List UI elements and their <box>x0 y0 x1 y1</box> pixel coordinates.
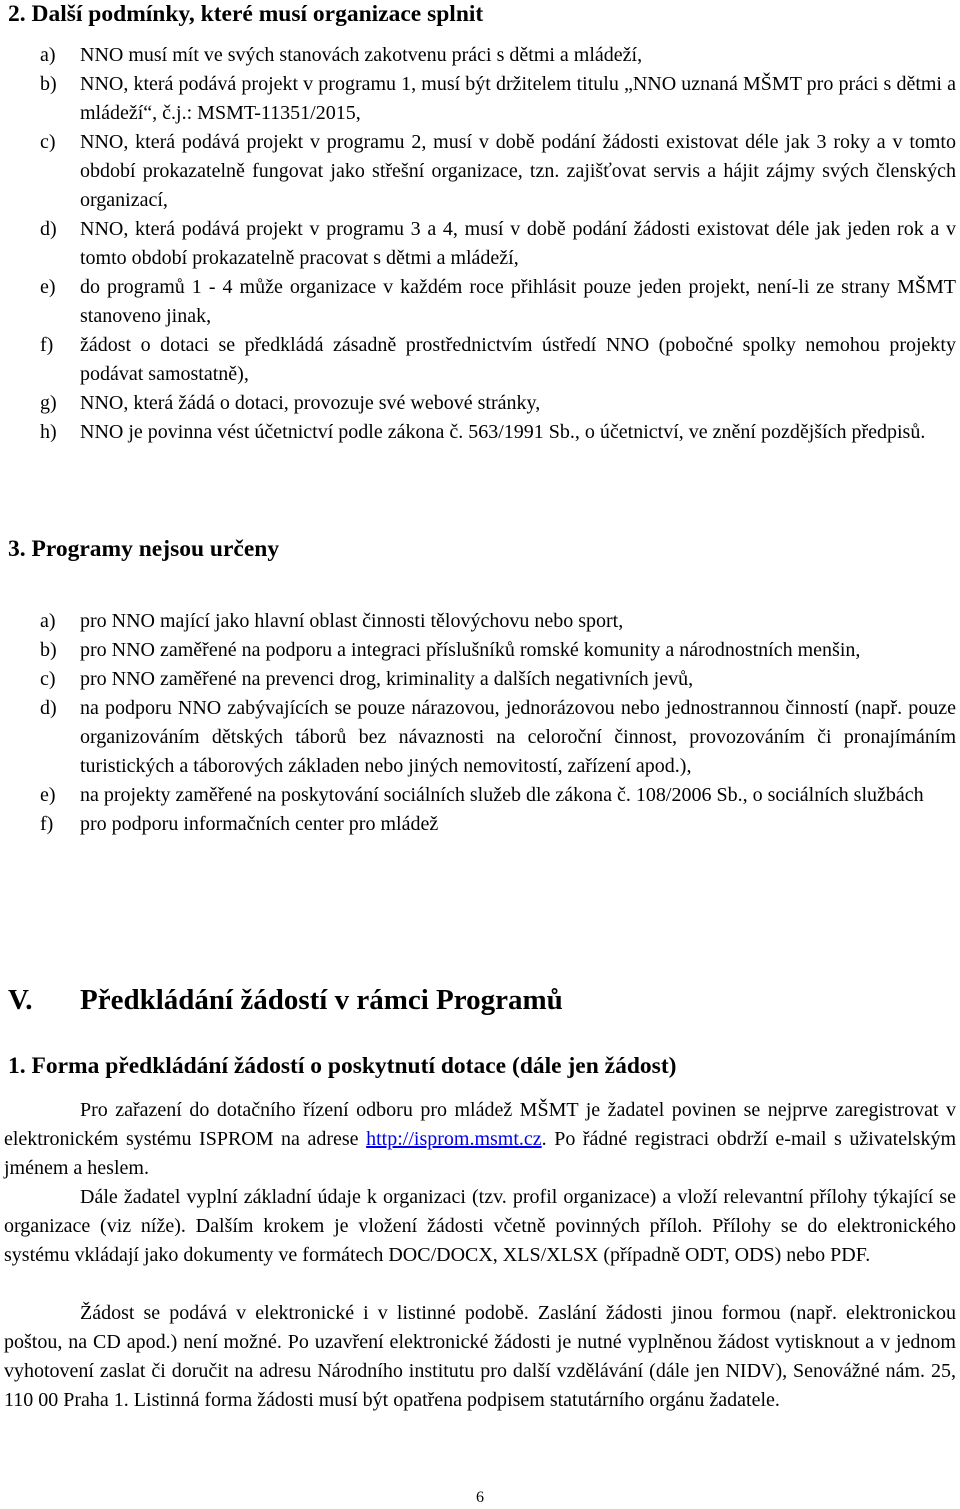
list-item <box>0 128 960 215</box>
list-item-text: NNO je povinna vést účetnictví podle zákona č. 563/1991 Sb., o účetnictví, ve znění pozdějších předpisů. <box>80 421 926 443</box>
paragraph-registration <box>4 1096 956 1183</box>
list-item <box>0 665 960 694</box>
section-1-heading: 1. Forma předkládání žádostí o poskytnutí dotace (dále jen žádost) <box>8 1053 677 1079</box>
section-3-heading: 3. Programy nejsou určeny <box>8 536 280 562</box>
list-item <box>0 781 960 810</box>
section-2-heading: 2. Další podmínky, které musí organizace splnit <box>8 1 484 27</box>
list-item-text: do programů 1 - 4 může organizace v každém roce přihlásit pouze jeden projekt, není-li ze strany MŠMT stanoveno jinak, <box>80 276 956 327</box>
list-marker: a) <box>40 610 56 632</box>
list-marker: h) <box>40 421 57 443</box>
chapter-number: V. <box>8 984 33 1016</box>
list-item-text: žádost o dotaci se předkládá zásadně prostřednictvím ústředí NNO (pobočné spolky nemohou projekty podávat samostatně), <box>80 334 956 385</box>
list-marker: a) <box>40 44 56 66</box>
list-item <box>0 810 960 839</box>
list-item-text: NNO musí mít ve svých stanovách zakotvenu práci s dětmi a mládeží, <box>80 44 643 66</box>
list-item-text: pro NNO zaměřené na prevenci drog, kriminality a dalších negativních jevů, <box>80 668 694 690</box>
chapter-5-heading <box>8 983 563 1018</box>
list-marker: e) <box>40 784 56 806</box>
section-3-exclusions-list <box>0 607 960 839</box>
list-item <box>0 70 960 128</box>
list-item <box>0 418 960 447</box>
list-item-text: na projekty zaměřené na poskytování sociálních služeb dle zákona č. 108/2006 Sb., o sociálních službách <box>80 784 924 806</box>
list-item <box>0 694 960 781</box>
list-item-text: pro podporu informačních center pro mládež <box>80 813 439 835</box>
list-item <box>0 389 960 418</box>
section-2-conditions-list <box>0 41 960 447</box>
list-item <box>0 331 960 389</box>
list-item-text: NNO, která podává projekt v programu 2, musí v době podání žádosti existovat déle jak 3 roky a v tomto období prokazatelně fungovat jako střešní organizace, tzn. zajišťovat servis a hájit zájmy svých členských organizací, <box>80 131 956 211</box>
list-marker: d) <box>40 697 57 719</box>
list-marker: b) <box>40 639 57 661</box>
list-item <box>0 607 960 636</box>
page-number: 6 <box>476 1489 484 1506</box>
list-marker: g) <box>40 392 57 414</box>
list-marker: f) <box>40 334 54 356</box>
list-item <box>0 215 960 273</box>
list-marker: d) <box>40 218 57 240</box>
list-marker: b) <box>40 73 57 95</box>
list-item <box>0 41 960 70</box>
list-marker: f) <box>40 813 54 835</box>
list-item-text: NNO, která podává projekt v programu 1, musí být držitelem titulu „NNO uznaná MŠMT pro práci s dětmi a mládeží“, č.j.: MSMT-11351/2015, <box>80 73 956 124</box>
paragraph-profile: Dále žadatel vyplní základní údaje k organizaci (tzv. profil organizace) a vloží relevantní přílohy týkající se organizace (viz níže). Dalším krokem je vložení žádosti včetně povinných příloh. Přílohy se do elektronického systému vkládají jako dokumenty ve formátech DOC/DOCX, XLS/XLSX (případně ODT, ODS) nebo PDF. <box>4 1186 956 1266</box>
list-item-text: pro NNO mající jako hlavní oblast činnosti tělovýchovu nebo sport, <box>80 610 624 632</box>
list-marker: c) <box>40 668 56 690</box>
paragraph-text: . Po řádné registraci obdrží e-mail s uživatelským jménem a heslem. <box>4 1128 957 1179</box>
isprom-link[interactable]: http://isprom.msmt.cz <box>366 1128 542 1150</box>
list-item-text: NNO, která žádá o dotaci, provozuje své webové stránky, <box>80 392 541 414</box>
list-item <box>0 636 960 665</box>
list-marker: e) <box>40 276 56 298</box>
paragraph-text: Pro zařazení do dotačního řízení odboru pro mládež MŠMT je žadatel povinen se nejprve zaregistrovat v elektronickém systému ISPROM na adrese <box>4 1099 956 1150</box>
list-marker: c) <box>40 131 56 153</box>
list-item-text: pro NNO zaměřené na podporu a integraci příslušníků romské komunity a národnostních menšin, <box>80 639 861 661</box>
list-item-text: NNO, která podává projekt v programu 3 a 4, musí v době podání žádosti existovat déle jak jeden rok a v tomto období prokazatelně pracovat s dětmi a mládeží, <box>80 218 956 269</box>
chapter-title: Předkládání žádostí v rámci Programů <box>80 984 563 1016</box>
paragraph-submission: Žádost se podává v elektronické i v listinné podobě. Zaslání žádosti jinou formou (např. elektronickou poštou, na CD apod.) není možné. Po uzavření elektronické žádosti je nutné vyplněnou žádost vytisknout a v jednom vyhotovení zaslat či doručit na adresu Národního institutu pro další vzdělávání (dále jen NIDV), Senovážné nám. 25, 110 00 Praha 1. Listinná forma žádosti musí být opatřena podpisem statutárního orgánu žadatele. <box>4 1302 956 1411</box>
list-item-text: na podporu NNO zabývajících se pouze nárazovou, jednorázovou nebo jednostrannou činností (např. pouze organizováním dětských táborů bez návaznosti na celoroční činnost, provozováním či pronajímáním turistických a táborových základen nebo jiných nemovitostí, zařízení apod.), <box>80 697 956 777</box>
list-item <box>0 273 960 331</box>
